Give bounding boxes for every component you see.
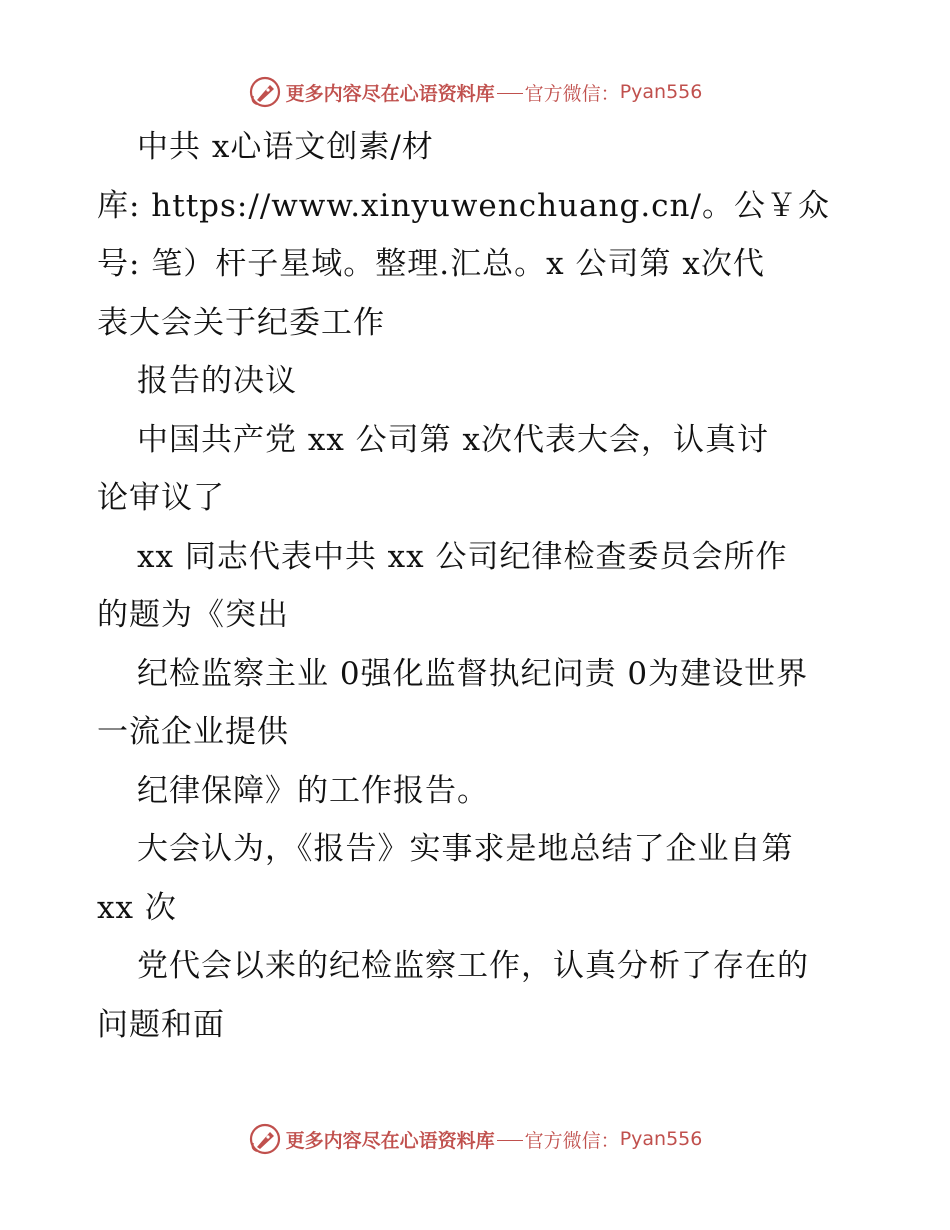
footer-official-label: 官方微信： xyxy=(524,1129,620,1152)
header-wechat-handle: Pyan556 xyxy=(619,81,703,103)
footer-dash xyxy=(497,1140,523,1141)
footer-banner xyxy=(0,1119,950,1159)
pen-nib-circle-icon xyxy=(248,75,282,109)
document-body xyxy=(97,118,857,1054)
text-line: 报告的决议 xyxy=(137,363,297,399)
header-promo-text: 更多内容尽在心语资料库 xyxy=(285,82,495,105)
header-official-label: 官方微信： xyxy=(524,82,620,105)
text-line: 党代会以来的纪检监察工作，认真分析了存在的 xyxy=(137,948,809,984)
text-line: 纪检监察主业 0强化监督执纪问责 0为建设世界 xyxy=(137,655,809,692)
text-line: 论审议了 xyxy=(97,480,225,516)
text-line: 大会认为，《报告》实事求是地总结了企业自第 xyxy=(137,831,794,867)
text-line: 一流企业提供 xyxy=(97,714,289,750)
text-line: 号: 笔）杆子星域。整理.汇总。x 公司第 x次代 xyxy=(97,246,765,282)
text-line: 中国共产党 xx 公司第 x次代表大会，认真讨 xyxy=(137,421,770,458)
text-line: 纪律保障》的工作报告。 xyxy=(137,772,489,809)
text-line: xx 次 xyxy=(97,889,177,926)
header-banner xyxy=(0,72,950,112)
footer-wechat-handle: Pyan556 xyxy=(619,1128,703,1150)
header-dash xyxy=(497,93,523,94)
text-line: 表大会关于纪委工作 xyxy=(97,304,385,341)
text-line: 库: https://www.xinyuwenchuang.cn/。公￥众 xyxy=(97,187,830,224)
pen-nib-circle-icon xyxy=(248,1122,282,1156)
text-line: 的题为《突出 xyxy=(97,597,289,633)
text-line: 中共 x心语文创素/材 xyxy=(137,129,434,165)
text-line: xx 同志代表中共 xx 公司纪律检查委员会所作 xyxy=(137,538,788,575)
footer-promo-text: 更多内容尽在心语资料库 xyxy=(285,1129,495,1152)
text-line: 问题和面 xyxy=(97,1006,225,1043)
